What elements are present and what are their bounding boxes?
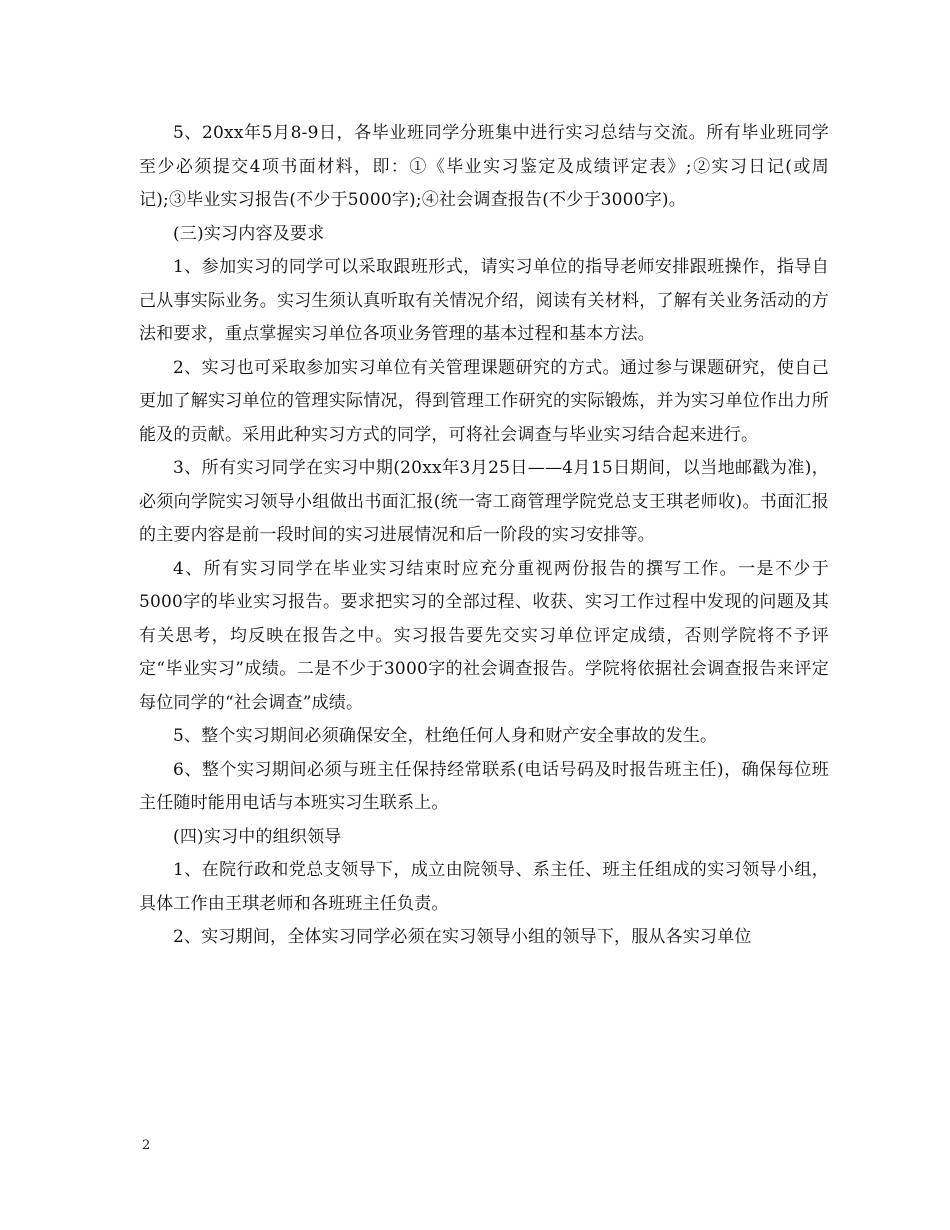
paragraph-research-project: 2、实习也可采取参加实习单位有关管理课题研究的方式。通过参与课题研究，使自己更加了解实习单位的管理实际情况，得到管理工作研究的实际锻炼，并为实习单位作出力所能及的贡献。采用此种实习方式的同学，可将社会调查与毕业实习结合起来进行。 [139,357,829,445]
paragraph-shadowing: 1、参加实习的同学可以采取跟班形式，请实习单位的指导老师安排跟班操作，指导自己从事实际业务。实习生须认真听取有关情况介绍，阅读有关材料，了解有关业务活动的方法和要求，重点掌握实习单位各项业务管理的基本过程和基本方法。 [139,257,829,344]
paragraph-obey-units: 2、实习期间，全体实习同学必须在实习领导小组的领导下，服从各实习单位 [173,927,752,947]
document-body [139,117,829,955]
paragraph-two-reports: 4、所有实习同学在毕业实习结束时应充分重视两份报告的撰写工作。一是不少于5000字的毕业实习报告。要求把实习的全部过程、收获、实习工作过程中发现的问题及其有关思考，均反映在报告之中。实习报告要先交实习单位评定成绩，否则学院将不予评定“毕业实习”成绩。二是不少于3000字的社会调查报告。学院将依据社会调查报告来评定每位同学的“社会调查”成绩。 [139,558,829,713]
section-heading-organization: (四)实习中的组织领导 [173,826,342,847]
paragraph-leadership-group: 1、在院行政和党总支领导下，成立由院领导、系主任、班主任组成的实习领导小组，具体工作由王琪老师和各班班主任负责。 [139,860,829,914]
paragraph-safety: 5、整个实习期间必须确保安全，杜绝任何人身和财产安全事故的发生。 [173,726,718,746]
paragraph-summary-exchange: 5、20xx年5月8-9日，各毕业班同学分班集中进行实习总结与交流。所有毕业班同学至少必须提交4项书面材料，即：①《毕业实习鉴定及成绩评定表》;②实习日记(或周记);③毕业实习报告(不少于5000字);④社会调查报告(不少于3000字)。 [139,123,829,210]
page-number: 2 [142,1138,151,1153]
section-heading-content-requirements: (三)实习内容及要求 [173,223,325,244]
paragraph-contact-teacher: 6、整个实习期间必须与班主任保持经常联系(电话号码及时报告班主任)，确保每位班主任随时能用电话与本班实习生联系上。 [139,759,829,813]
paragraph-midterm-report: 3、所有实习同学在实习中期(20xx年3月25日——4月15日期间，以当地邮戳为准)，必须向学院实习领导小组做出书面汇报(统一寄工商管理学院党总支王琪老师收)。书面汇报的主要内容是前一段时间的实习进展情况和后一阶段的实习安排等。 [139,458,829,545]
